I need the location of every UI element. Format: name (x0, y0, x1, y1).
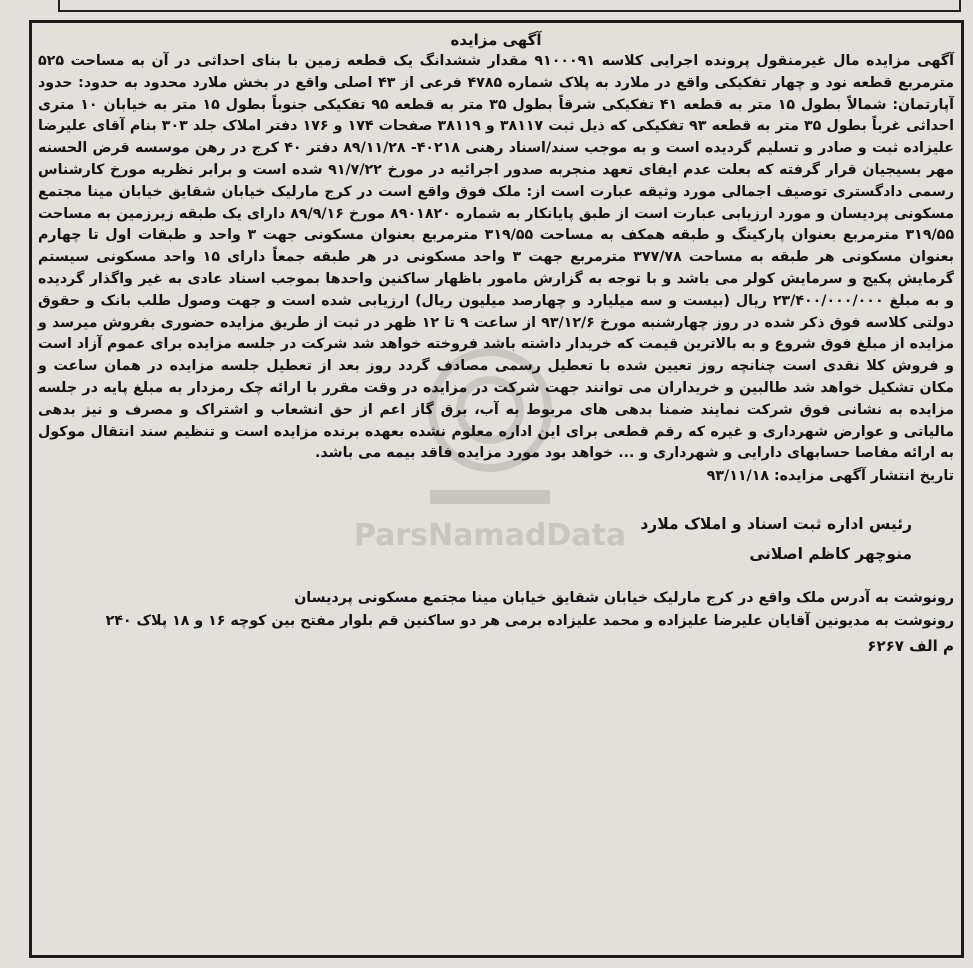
copy-line-property: رونوشت به آدرس ملک واقع در کرج مارلیک خیابان شقایق خیابان مینا مجتمع مسکونی پردیسان (294, 590, 954, 607)
notice-content (36, 30, 956, 658)
copy-line-debtors: رونوشت به مدیونین آقایان علیرضا علیزاده و محمد علیزاده برمی هر دو ساکنین قم بلوار مفتح بین کوچه ۱۶ و ۱۸ پلاک ۲۴۰ (105, 612, 954, 629)
signature-name: منوچهر کاظم اصلانی (749, 545, 912, 564)
publish-date: تاریخ انتشار آگهی مزایده: ۹۳/۱۱/۱۸ (706, 468, 954, 485)
top-border-strip (58, 0, 961, 12)
reference-number: م الف ۶۲۶۷ (867, 637, 954, 656)
notice-title: آگهی مزایده (450, 31, 542, 49)
watermark-brand: ParsNamadData (353, 518, 627, 553)
notice-body: آگهی مزایده مال غیرمنقول پرونده اجرایی کلاسه ۹۱۰۰۰۹۱ مقدار ششدانگ یک قطعه زمین با بنای احداثی در آن به مساحت ۵۲۵ مترمربع قطعه نود و چهار تفکیکی واقع در ملارد به پلاک شماره ۴۷۸۵ فرعی از ۴۳ اصلی واقع در بخش ملارد محدود به حدود: حدود آپارتمان: شمالاً بطول ۱۵ متر به قطعه ۴۱ تفکیکی شرقاً بطول ۳۵ متر به قطعه ۹۵ تفکیکی جنوباً بطول ۱۵ متر به خیابان ۱۰ متری احداثی غرباً بطول ۳۵ متر به قطعه ۹۳ تفکیکی که ذیل ثبت ۳۸۱۱۷ و ۳۸۱۱۹ صفحات ۱۷۴ و ۱۷۶ دفتر املاک جلد ۳۰۳ بنام آقای علیرضا علیزاده ثبت و صادر و تسلیم گردیده است و به موجب سند/اسناد رهنی ۴۰۲۱۸- ۸۹/۱۱/۲۸ دفتر ۴۰ کرج در رهن موسسه قرض الحسنه مهر بسیجیان قرار گرفته که بعلت عدم ایفای تعهد منجربه صدور اجرائیه در مورخ ۹۱/۷/۲۲ شده است و برابر نظریه مورخ کارشناس رسمی دادگستری توصیف اجمالی مورد وثیقه عبارت است از: ملک فوق واقع است در کرج مارلیک خیابان شقایق خیابان مینا مجتمع مسکونی پردیسان و مورد ارزیابی عبارت است از طبق پایانکار به شماره ۸۹۰۱۸۲۰ مورخ ۸۹/۹/۱۶ دارای یک طبقه زیرزمین به مساحت ۳۱۹/۵۵ مترمربع بعنوان پارکینگ و طبقه همکف به مساحت ۳۱۹/۵۵ مترمربع بعنوان مسکونی جهت ۳ واحد و طبقات اول تا چهارم بعنوان مسکونی هر طبقه به مساحت ۳۷۷/۷۸ مترمربع جهت ۳ واحد مسکونی در هر طبقه جمعاً دارای ۱۵ واحد مسکونی سیستم گرمایش پکیج و سرمایش کولر می باشد و با توجه به گزارش مامور باظهار ساکنین واحدها بموجب اسناد عادی به غیر واگذار گردیده و به مبلغ ۲۳/۴۰۰/۰۰۰/۰۰۰ ریال (بیست و سه میلیارد و چهارصد میلیون ریال) ارزیابی شده است و جهت وصول طلب بانک و حقوق دولتی کلاسه فوق ذکر شده در روز چهارشنبه مورخ ۹۳/۱۲/۶ از ساعت ۹ تا ۱۲ ظهر در ثبت از طریق مزایده حضوری بفروش میرسد و مزایده از مبلغ فوق شروع و به بالاترین قیمت که خریدار داشته باشد فروخته خواهد شد شرکت در جلسه مزایده برای عموم آزاد است و فروش کلا نقدی است چنانچه روز تعیین شده با تعطیل رسمی مصادف گردد روز بعد از تعطیل جلسه مزایده در همان ساعت و مکان تشکیل خواهد شد طالبین و خریداران می توانند جهت شرکت در مزایده در وقت مقرر با ارائه چک رمزدار به مبلغ پایه در جلسه مزایده به نشانی فوق شرکت نمایند ضمنا بدهی های مربوط به آب، برق گاز اعم از حق انشعاب و اشتراک و مصرف و نیز بدهی مالیاتی و عوارض شهرداری و غیره که رقم قطعی برای این اداره معلوم نشده بعهده برنده مزایده است و تنظیم سند انتقال موکول به ارائه مفاصا حسابهای دارایی و شهرداری و ... خواهد بود مورد مزایده فاقد بیمه می باشد. (38, 53, 955, 462)
copies-block (36, 587, 956, 658)
signature-block (36, 509, 956, 569)
signature-office: رئیس اداره ثبت اسناد و املاک ملارد (640, 515, 912, 534)
